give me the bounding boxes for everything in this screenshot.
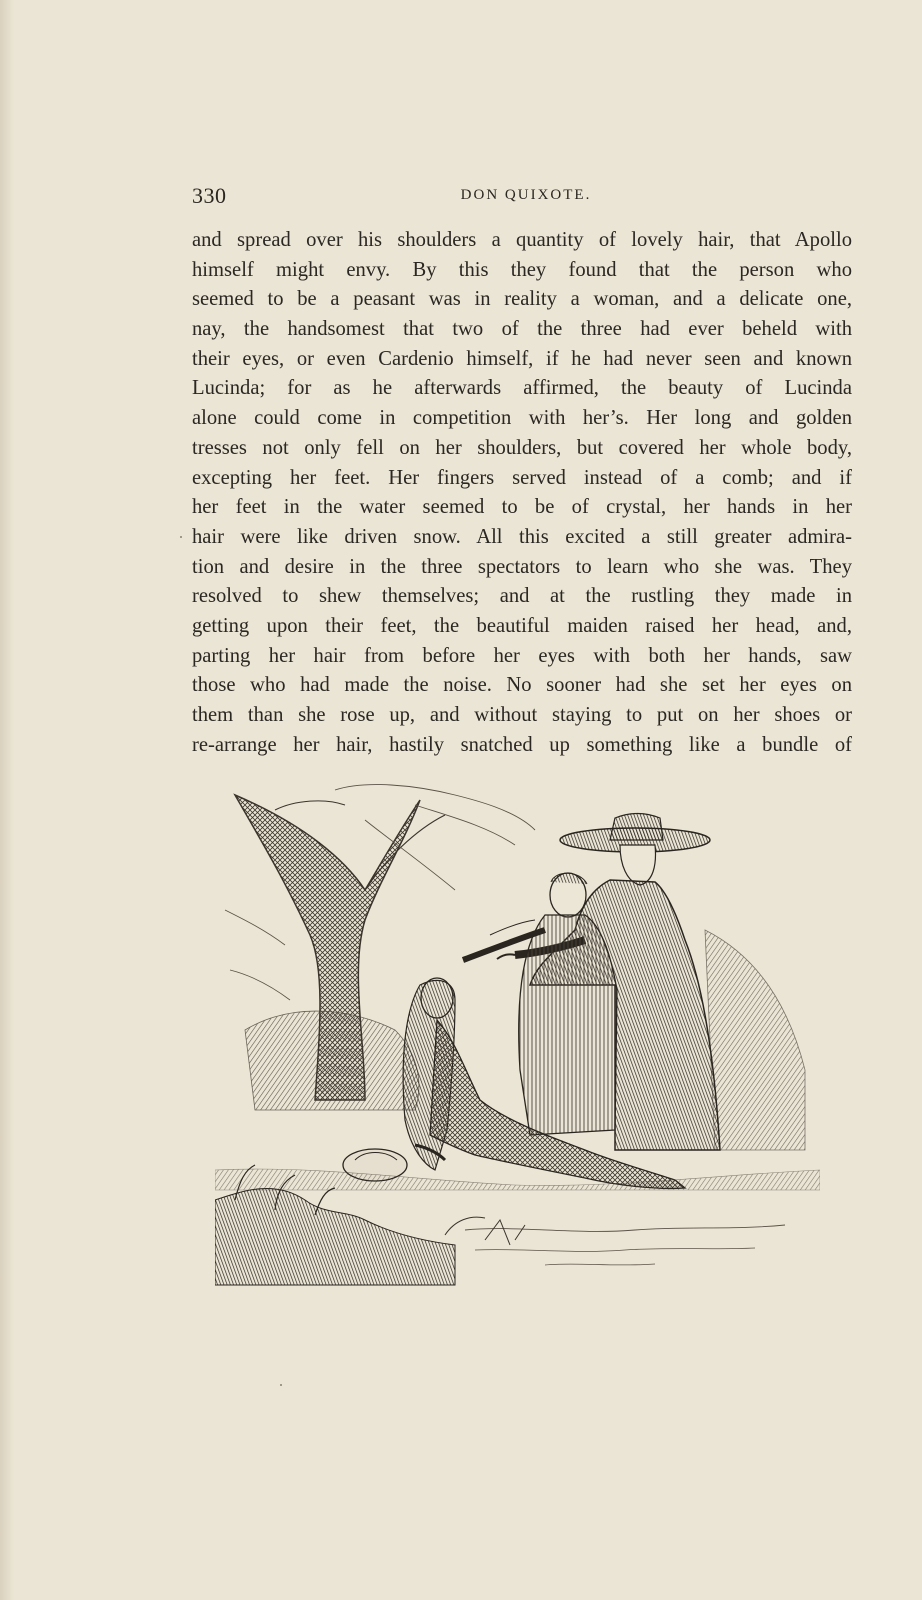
foreground-plants <box>215 1188 455 1285</box>
text-line: re-arrange her hair, hastily snatched up something like a bundle of <box>192 733 852 756</box>
text-line: alone could come in competition with her’s. Her long and golden <box>192 407 852 430</box>
running-title: DON QUIXOTE. <box>460 187 592 203</box>
text-line: seemed to be a peasant was in reality a woman, and a delicate one, <box>192 288 852 311</box>
text-line: himself might envy. By this they found that the person who <box>192 258 852 281</box>
engraving-svg <box>215 770 820 1290</box>
text-line: getting upon their feet, the beautiful maiden raised her head, and, <box>192 614 852 637</box>
page-number: 330 <box>192 183 227 208</box>
text-line: hair were like driven snow. All this excited a still greater admira- <box>192 525 852 548</box>
text-line: her feet in the water seemed to be of crystal, her hands in her <box>192 496 852 519</box>
text-line: them than she rose up, and without staying to put on her shoes or <box>192 704 852 726</box>
text-line: excepting her feet. Her fingers served instead of a comb; and if <box>192 466 852 489</box>
page-header <box>192 183 852 209</box>
text-line: parting her hair from before her eyes with both her hands, saw <box>192 644 852 667</box>
ground <box>215 1169 820 1190</box>
text-line: and spread over his shoulders a quantity of lovely hair, that Apollo <box>192 229 852 251</box>
text-line: resolved to shew themselves; and at the rustling they made in <box>192 585 852 608</box>
text-line: nay, the handsomest that two of the three had ever beheld with <box>192 318 852 341</box>
text-line: tresses not only fell on her shoulders, but covered her whole body, <box>192 436 852 459</box>
page-edge-shadow <box>0 0 14 1600</box>
text-line: their eyes, or even Cardenio himself, if he had never seen and known <box>192 347 852 370</box>
paper-speck <box>180 536 182 538</box>
engraving-illustration <box>215 770 820 1290</box>
man-face <box>620 845 655 885</box>
text-line: Lucinda; for as he afterwards affirmed, the beauty of Lucinda <box>192 377 852 400</box>
text-line: tion and desire in the three spectators to learn who she was. They <box>192 555 852 578</box>
hat-crown <box>610 814 663 841</box>
text-line: those who had made the noise. No sooner had she set her eyes on <box>192 674 852 697</box>
body-text <box>192 226 852 760</box>
barber-robe <box>519 915 617 1135</box>
paper-speck <box>280 1384 282 1386</box>
